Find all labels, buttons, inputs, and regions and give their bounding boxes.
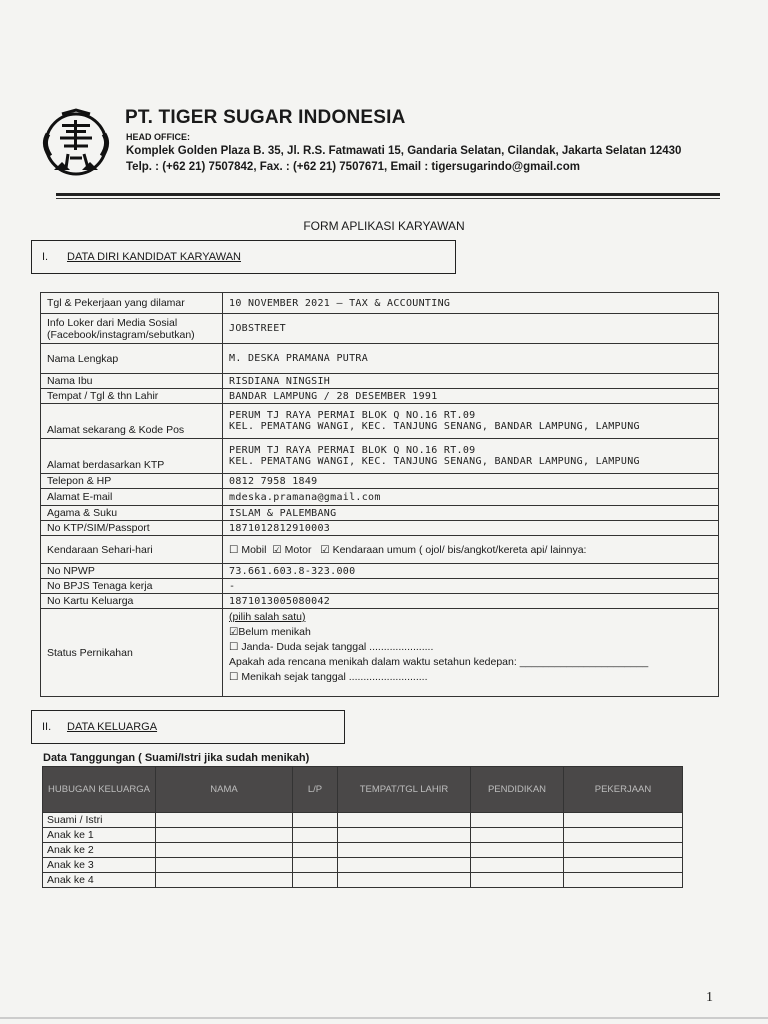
section1-number: I.: [42, 251, 49, 263]
checkbox-umum-checked[interactable]: ☑: [320, 543, 330, 556]
cell-input[interactable]: [564, 828, 683, 843]
cell-input[interactable]: [338, 858, 471, 873]
option-mobil: Mobil: [241, 543, 267, 556]
label-npwp: No NPWP: [41, 564, 223, 579]
label-email: Alamat E-mail: [41, 489, 223, 506]
cell-input[interactable]: [156, 843, 293, 858]
cell-input[interactable]: [338, 873, 471, 888]
label-kk: No Kartu Keluarga: [41, 594, 223, 609]
label-agama: Agama & Suku: [41, 506, 223, 521]
cell-input[interactable]: [156, 858, 293, 873]
status-instruction: (pilih salah satu): [229, 611, 306, 623]
cell-input[interactable]: [564, 873, 683, 888]
cell-input[interactable]: [564, 858, 683, 873]
checkbox-mobil[interactable]: ☐: [229, 543, 239, 556]
row-label-anak-4: Anak ke 4: [43, 873, 156, 888]
label-nama-ibu: Nama Ibu: [41, 374, 223, 389]
label-tgl-pekerjaan: Tgl & Pekerjaan yang dilamar: [41, 293, 223, 314]
cell-input[interactable]: [293, 828, 338, 843]
page-number: 1: [706, 990, 713, 1005]
checkbox-janda-duda[interactable]: ☐: [229, 641, 242, 653]
header-lp: L/P: [293, 767, 338, 813]
cell-input[interactable]: [156, 813, 293, 828]
option-belum-menikah: Belum menikah: [238, 626, 311, 638]
option-kendaraan-umum: Kendaraan umum ( ojol/ bis/angkot/kereta api/ lainnya:: [332, 543, 587, 556]
page-bottom-edge: [0, 1017, 768, 1019]
label-nama-lengkap: Nama Lengkap: [41, 344, 223, 374]
label-tempat-lahir: Tempat / Tgl & thn Lahir: [41, 389, 223, 404]
cell-input[interactable]: [293, 843, 338, 858]
value-bpjs[interactable]: -: [229, 580, 236, 592]
section2-label: DATA KELUARGA: [67, 721, 158, 733]
value-alamat-ktp-line2[interactable]: KEL. PEMATANG WANGI, KEC. TANJUNG SENANG, BANDAR LAMPUNG, LAMPUNG: [229, 456, 640, 467]
value-nama-ibu[interactable]: RISDIANA NINGSIH: [229, 375, 331, 387]
cell-input[interactable]: [471, 813, 564, 828]
checkbox-belum-menikah-checked[interactable]: ☑: [229, 626, 239, 638]
header-hubungan: HUBUGAN KELUARGA: [43, 767, 156, 813]
cell-input[interactable]: [293, 813, 338, 828]
value-alamat-sekarang-line1[interactable]: PERUM TJ RAYA PERMAI BLOK Q NO.16 RT.09: [229, 410, 476, 421]
label-kendaraan: Kendaraan Sehari-hari: [41, 536, 223, 564]
cell-input[interactable]: [471, 858, 564, 873]
cell-input[interactable]: [156, 828, 293, 843]
value-email[interactable]: mdeska.pramana@gmail.com: [229, 491, 381, 503]
checkbox-motor-checked[interactable]: ☑: [272, 543, 282, 556]
row-label-anak-3: Anak ke 3: [43, 858, 156, 873]
cell-input[interactable]: [156, 873, 293, 888]
label-info-loker: Info Loker dari Media Sosial (Facebook/instagram/sebutkan): [41, 314, 223, 344]
value-info-loker[interactable]: JOBSTREET: [229, 323, 286, 334]
value-agama[interactable]: ISLAM & PALEMBANG: [229, 507, 337, 519]
option-rencana-menikah: Apakah ada rencana menikah dalam waktu setahun kedepan: ______________________: [229, 656, 649, 668]
cell-input[interactable]: [564, 813, 683, 828]
option-motor: Motor: [284, 543, 312, 556]
dependents-table: [42, 766, 683, 888]
company-address: Komplek Golden Plaza B. 35, Jl. R.S. Fatmawati 15, Gandaria Selatan, Cilandak, Jakarta Selatan 12430: [126, 145, 682, 157]
company-logo: [40, 108, 112, 178]
cell-input[interactable]: [471, 843, 564, 858]
candidate-data-table: [40, 292, 719, 697]
header-rule: [56, 193, 720, 196]
value-tempat-lahir[interactable]: BANDAR LAMPUNG / 28 DESEMBER 1991: [229, 390, 438, 402]
value-npwp[interactable]: 73.661.603.8-323.000: [229, 565, 356, 577]
head-office-label: HEAD OFFICE:: [126, 132, 190, 142]
section2-number: II.: [42, 721, 52, 733]
option-menikah: Menikah sejak tanggal ...........................: [241, 671, 428, 683]
section1-label: DATA DIRI KANDIDAT KARYAWAN: [67, 251, 241, 263]
option-janda-duda: Janda- Duda sejak tanggal ......................: [241, 641, 434, 653]
cell-input[interactable]: [338, 828, 471, 843]
label-telepon: Telepon & HP: [41, 474, 223, 489]
dependents-caption: Data Tanggungan ( Suami/Istri jika sudah menikah): [43, 752, 310, 764]
label-alamat-ktp: Alamat berdasarkan KTP: [41, 439, 223, 474]
company-contact: Telp. : (+62 21) 7507842, Fax. : (+62 21) 7507671, Email : tigersugarindo@gmail.com: [126, 161, 580, 173]
header-tempat-lahir: TEMPAT/TGL LAHIR: [338, 767, 471, 813]
cell-input[interactable]: [293, 858, 338, 873]
value-nama-lengkap[interactable]: M. DESKA PRAMANA PUTRA: [229, 353, 369, 364]
checkbox-menikah[interactable]: ☐: [229, 671, 242, 683]
header-pekerjaan: PEKERJAAN: [564, 767, 683, 813]
row-label-suami-istri: Suami / Istri: [43, 813, 156, 828]
value-ktp[interactable]: 1871012812910003: [229, 522, 331, 534]
company-name: PT. TIGER SUGAR INDONESIA: [125, 107, 406, 128]
section2-header: [31, 710, 345, 744]
label-ktp: No KTP/SIM/Passport: [41, 521, 223, 536]
value-alamat-ktp-line1[interactable]: PERUM TJ RAYA PERMAI BLOK Q NO.16 RT.09: [229, 445, 476, 456]
value-alamat-sekarang-line2[interactable]: KEL. PEMATANG WANGI, KEC. TANJUNG SENANG, BANDAR LAMPUNG, LAMPUNG: [229, 421, 640, 432]
label-bpjs: No BPJS Tenaga kerja: [41, 579, 223, 594]
header-pendidikan: PENDIDIKAN: [471, 767, 564, 813]
value-telepon[interactable]: 0812 7958 1849: [229, 475, 318, 487]
section1-header: [31, 240, 456, 274]
value-tgl-pekerjaan[interactable]: 10 NOVEMBER 2021 – TAX & ACCOUNTING: [229, 297, 451, 309]
cell-input[interactable]: [471, 873, 564, 888]
label-status: Status Pernikahan: [41, 609, 223, 697]
row-label-anak-2: Anak ke 2: [43, 843, 156, 858]
label-alamat-sekarang: Alamat sekarang & Kode Pos: [41, 404, 223, 439]
cell-input[interactable]: [564, 843, 683, 858]
row-label-anak-1: Anak ke 1: [43, 828, 156, 843]
cell-input[interactable]: [293, 873, 338, 888]
cell-input[interactable]: [338, 843, 471, 858]
cell-input[interactable]: [338, 813, 471, 828]
form-title: FORM APLIKASI KARYAWAN: [303, 219, 465, 233]
value-kk[interactable]: 1871013005080042: [229, 595, 331, 607]
cell-input[interactable]: [471, 828, 564, 843]
header-rule-thin: [56, 198, 720, 199]
header-nama: NAMA: [156, 767, 293, 813]
